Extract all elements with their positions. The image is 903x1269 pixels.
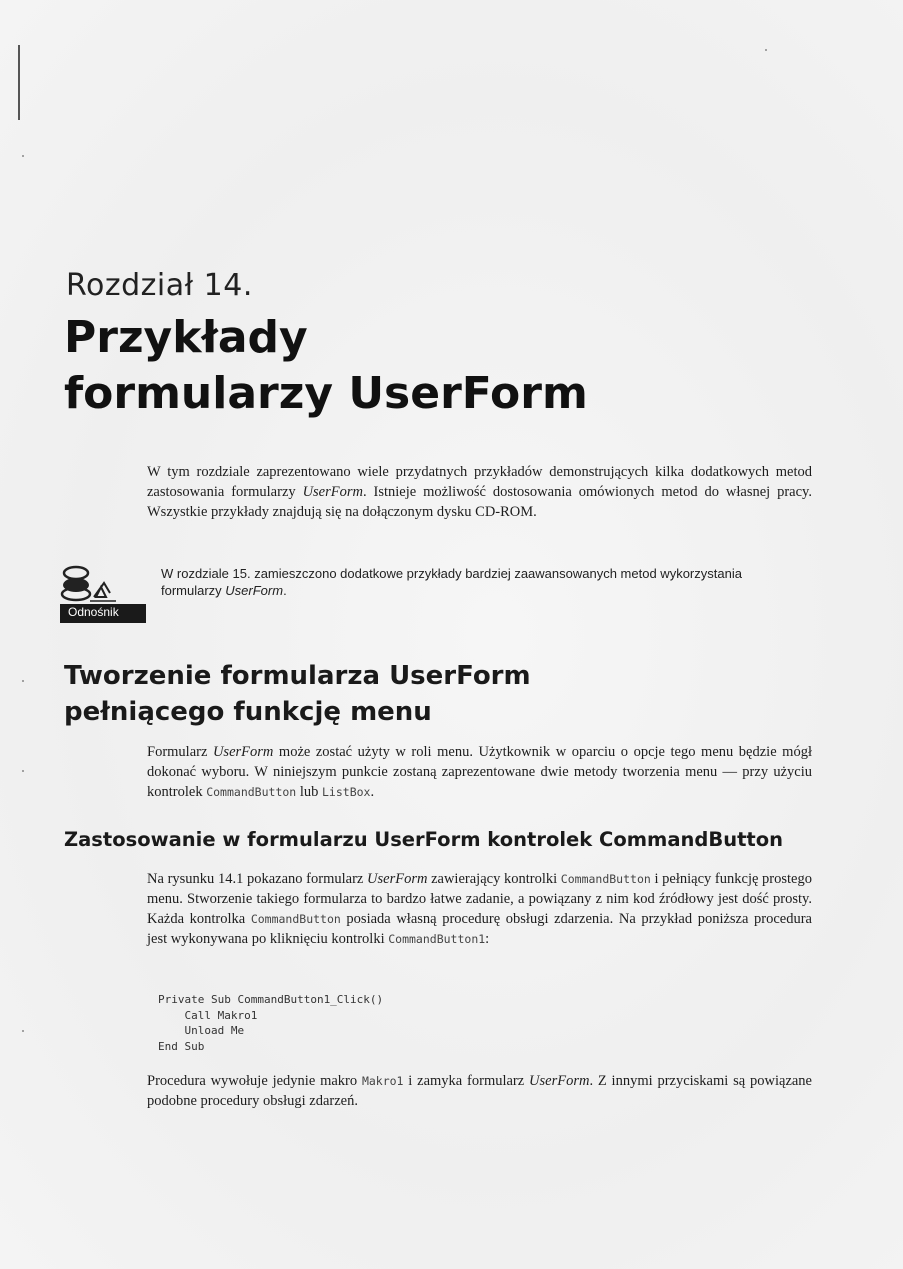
emphasis: UserForm xyxy=(212,744,274,760)
scan-speck xyxy=(22,1030,24,1032)
section-heading-line2: pełniącego funkcję menu xyxy=(64,697,432,727)
section-heading-line1: Tworzenie formularza UserForm xyxy=(64,661,531,691)
section-heading xyxy=(64,658,824,730)
code-listing: Private Sub CommandButton1_Click() Call Makro1 Unload Me End Sub xyxy=(158,993,384,1053)
scan-speck xyxy=(765,49,767,51)
text: zawierający kontrolki xyxy=(427,871,561,887)
subsection-heading: Zastosowanie w formularzu UserForm kontrolek CommandButton xyxy=(64,828,784,851)
text: . Z innymi przyciskami są powiązane podobne procedury obsługi zdarzeń. xyxy=(147,1073,812,1109)
text: i pełniący funkcję prostego menu. Stworzenie takiego formularza to bardzo łatwe zadanie, a powiązany z nim kod źródłowy jest dość prosty. Każda kontrolka xyxy=(147,871,812,927)
inline-code: CommandButton xyxy=(206,785,297,799)
inline-code: ListBox xyxy=(322,785,371,799)
inline-code: Makro1 xyxy=(361,1074,404,1088)
scan-binding-mark xyxy=(18,45,20,120)
intro-emphasis: UserForm xyxy=(302,484,363,500)
note-emphasis: UserForm xyxy=(225,583,284,598)
chapter-title-line1: Przykłady xyxy=(64,312,308,363)
emphasis: UserForm xyxy=(529,1073,590,1089)
reference-note-icon-label: Odnośnik xyxy=(68,605,119,619)
intro-text-end: . Istnieje możliwość dostosowania omówionych metod do własnej pracy. Wszystkie przykłady znajdują się na dołączonym dysku CD-ROM. xyxy=(147,484,812,520)
text: posiada własną procedurę obsługi zdarzenia. Na przykład poniższa procedura jest wykonywana po kliknięciu kontrolki xyxy=(147,911,812,947)
chapter-number: Rozdział 14. xyxy=(66,268,253,303)
closing-paragraph xyxy=(147,1071,812,1111)
note-text: W rozdziale 15. zamieszczono dodatkowe przykłady bardziej zaawansowanych metod wykorzystania formularzy xyxy=(161,566,742,598)
inline-code: CommandButton1 xyxy=(388,932,486,946)
chapter-title xyxy=(64,310,844,422)
inline-code: CommandButton xyxy=(250,912,341,926)
text: lub xyxy=(296,784,322,800)
text: może zostać użyty w roli menu. Użytkownik w oparciu o opcje tego menu będzie mógł dokonać wyboru. W niniejszym punkcie zostaną zaprezentowane dwie metody tworzenia menu — przy użyciu kontrolek xyxy=(147,744,812,800)
intro-paragraph xyxy=(147,462,812,522)
intro-text: W tym rozdziale zaprezentowano wiele przydatnych przykładów demonstrujących kilka dodatkowych metod zastosowania formularzy xyxy=(147,464,812,500)
inline-code: CommandButton xyxy=(560,872,651,886)
text: Na rysunku 14.1 pokazano formularz xyxy=(147,871,368,887)
text: : xyxy=(485,931,490,947)
reference-note-icon xyxy=(60,563,146,623)
scan-speck xyxy=(22,680,24,682)
text: i zamyka formularz xyxy=(403,1073,530,1089)
scan-speck xyxy=(22,770,24,772)
note-text-end: . xyxy=(283,583,287,598)
section-paragraph xyxy=(147,742,812,802)
chapter-title-line2: formularzy UserForm xyxy=(64,368,588,419)
emphasis: UserForm xyxy=(367,871,428,887)
text: Formularz xyxy=(147,744,213,760)
text: Procedura wywołuje jedynie makro xyxy=(147,1073,362,1089)
text: . xyxy=(370,784,375,800)
reference-note-text xyxy=(161,565,801,599)
scan-speck xyxy=(22,155,24,157)
subsection-paragraph xyxy=(147,869,812,949)
